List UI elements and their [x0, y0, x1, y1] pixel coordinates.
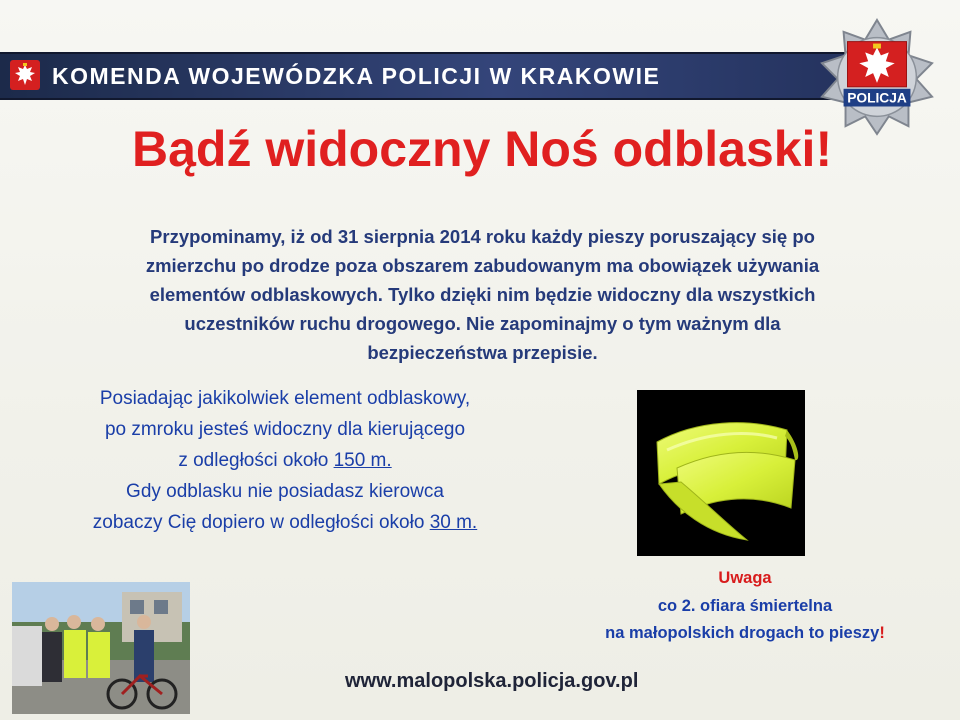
badge-label: POLICJA — [847, 90, 907, 106]
warning-line: na małopolskich drogach to pieszy — [605, 624, 880, 642]
intro-line: bezpieczeństwa przepisie. — [367, 342, 598, 363]
header-title: KOMENDA WOJEWÓDZKA POLICJI W KRAKOWIE — [52, 63, 661, 89]
intro-line: elementów odblaskowych. Tylko dzięki nim będzie widoczny dla wszystkich — [149, 284, 816, 305]
warning-exclamation: ! — [879, 624, 885, 642]
visibility-paragraph — [40, 383, 530, 538]
warning-title: Uwaga — [718, 569, 772, 587]
intro-line: Przypominamy, iż od 31 sierpnia 2014 roku każdy pieszy poruszający się po — [150, 226, 815, 247]
warning-box — [580, 565, 910, 648]
body-line: Gdy odblasku nie posiadasz kierowca — [126, 481, 444, 502]
distance-150: 150 m. — [333, 450, 392, 471]
header-banner — [0, 52, 905, 100]
body-line: Posiadając jakikolwiek element odblaskowy, — [99, 388, 471, 409]
intro-paragraph — [80, 222, 885, 367]
warning-line: co 2. ofiara śmiertelna — [657, 596, 833, 615]
intro-line: uczestników ruchu drogowego. Nie zapominajmy o tym ważnym dla — [184, 313, 781, 334]
body-line: z odległości około — [178, 450, 334, 471]
body-line: zobaczy Cię dopiero w odległości około — [92, 512, 430, 533]
police-officers-photo — [12, 582, 190, 714]
body-line: po zmroku jesteś widoczny dla kierującego — [104, 419, 466, 440]
police-star-badge — [818, 18, 936, 136]
distance-30: 30 m. — [429, 512, 478, 533]
polish-eagle-icon — [10, 60, 40, 90]
reflective-band-photo — [637, 390, 805, 556]
page-headline: Bądź widoczny Noś odblaski! — [132, 121, 833, 177]
reflective-band-image — [637, 390, 805, 556]
intro-line: zmierzchu po drodze poza obszarem zabudowanym ma obowiązek używania — [145, 255, 820, 276]
website-url: www.malopolska.policja.gov.pl — [345, 670, 639, 692]
